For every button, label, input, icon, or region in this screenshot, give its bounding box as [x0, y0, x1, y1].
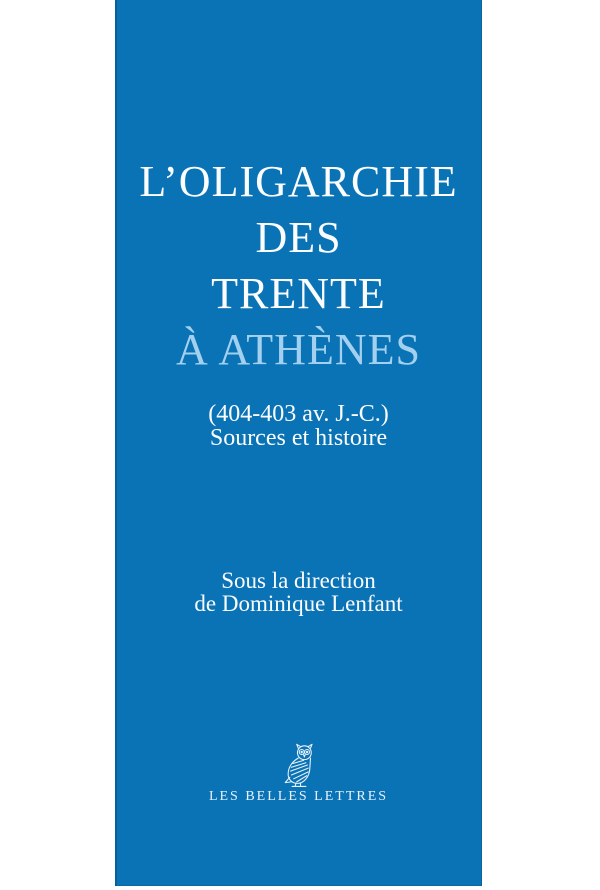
editor-credit	[115, 569, 482, 615]
owl-icon	[276, 742, 322, 788]
editor-credit-line-1: Sous la direction	[221, 568, 376, 593]
book-title	[115, 154, 482, 378]
book-subtitle	[115, 402, 482, 450]
title-line-1: L’OLIGARCHIE	[139, 157, 458, 206]
subtitle-sources: Sources et histoire	[209, 425, 388, 451]
book-cover-panel	[115, 0, 482, 886]
title-line-4: À ATHÈNES	[176, 325, 421, 374]
title-line-2: DES	[255, 213, 342, 262]
publisher-wordmark: LES BELLES LETTRES	[208, 789, 389, 804]
editor-credit-line-2: de Dominique Lenfant	[194, 591, 403, 616]
title-line-3: TRENTE	[211, 269, 386, 318]
publisher-logo	[115, 742, 482, 793]
subtitle-dates: (404-403 av. J.-C.)	[208, 401, 389, 427]
